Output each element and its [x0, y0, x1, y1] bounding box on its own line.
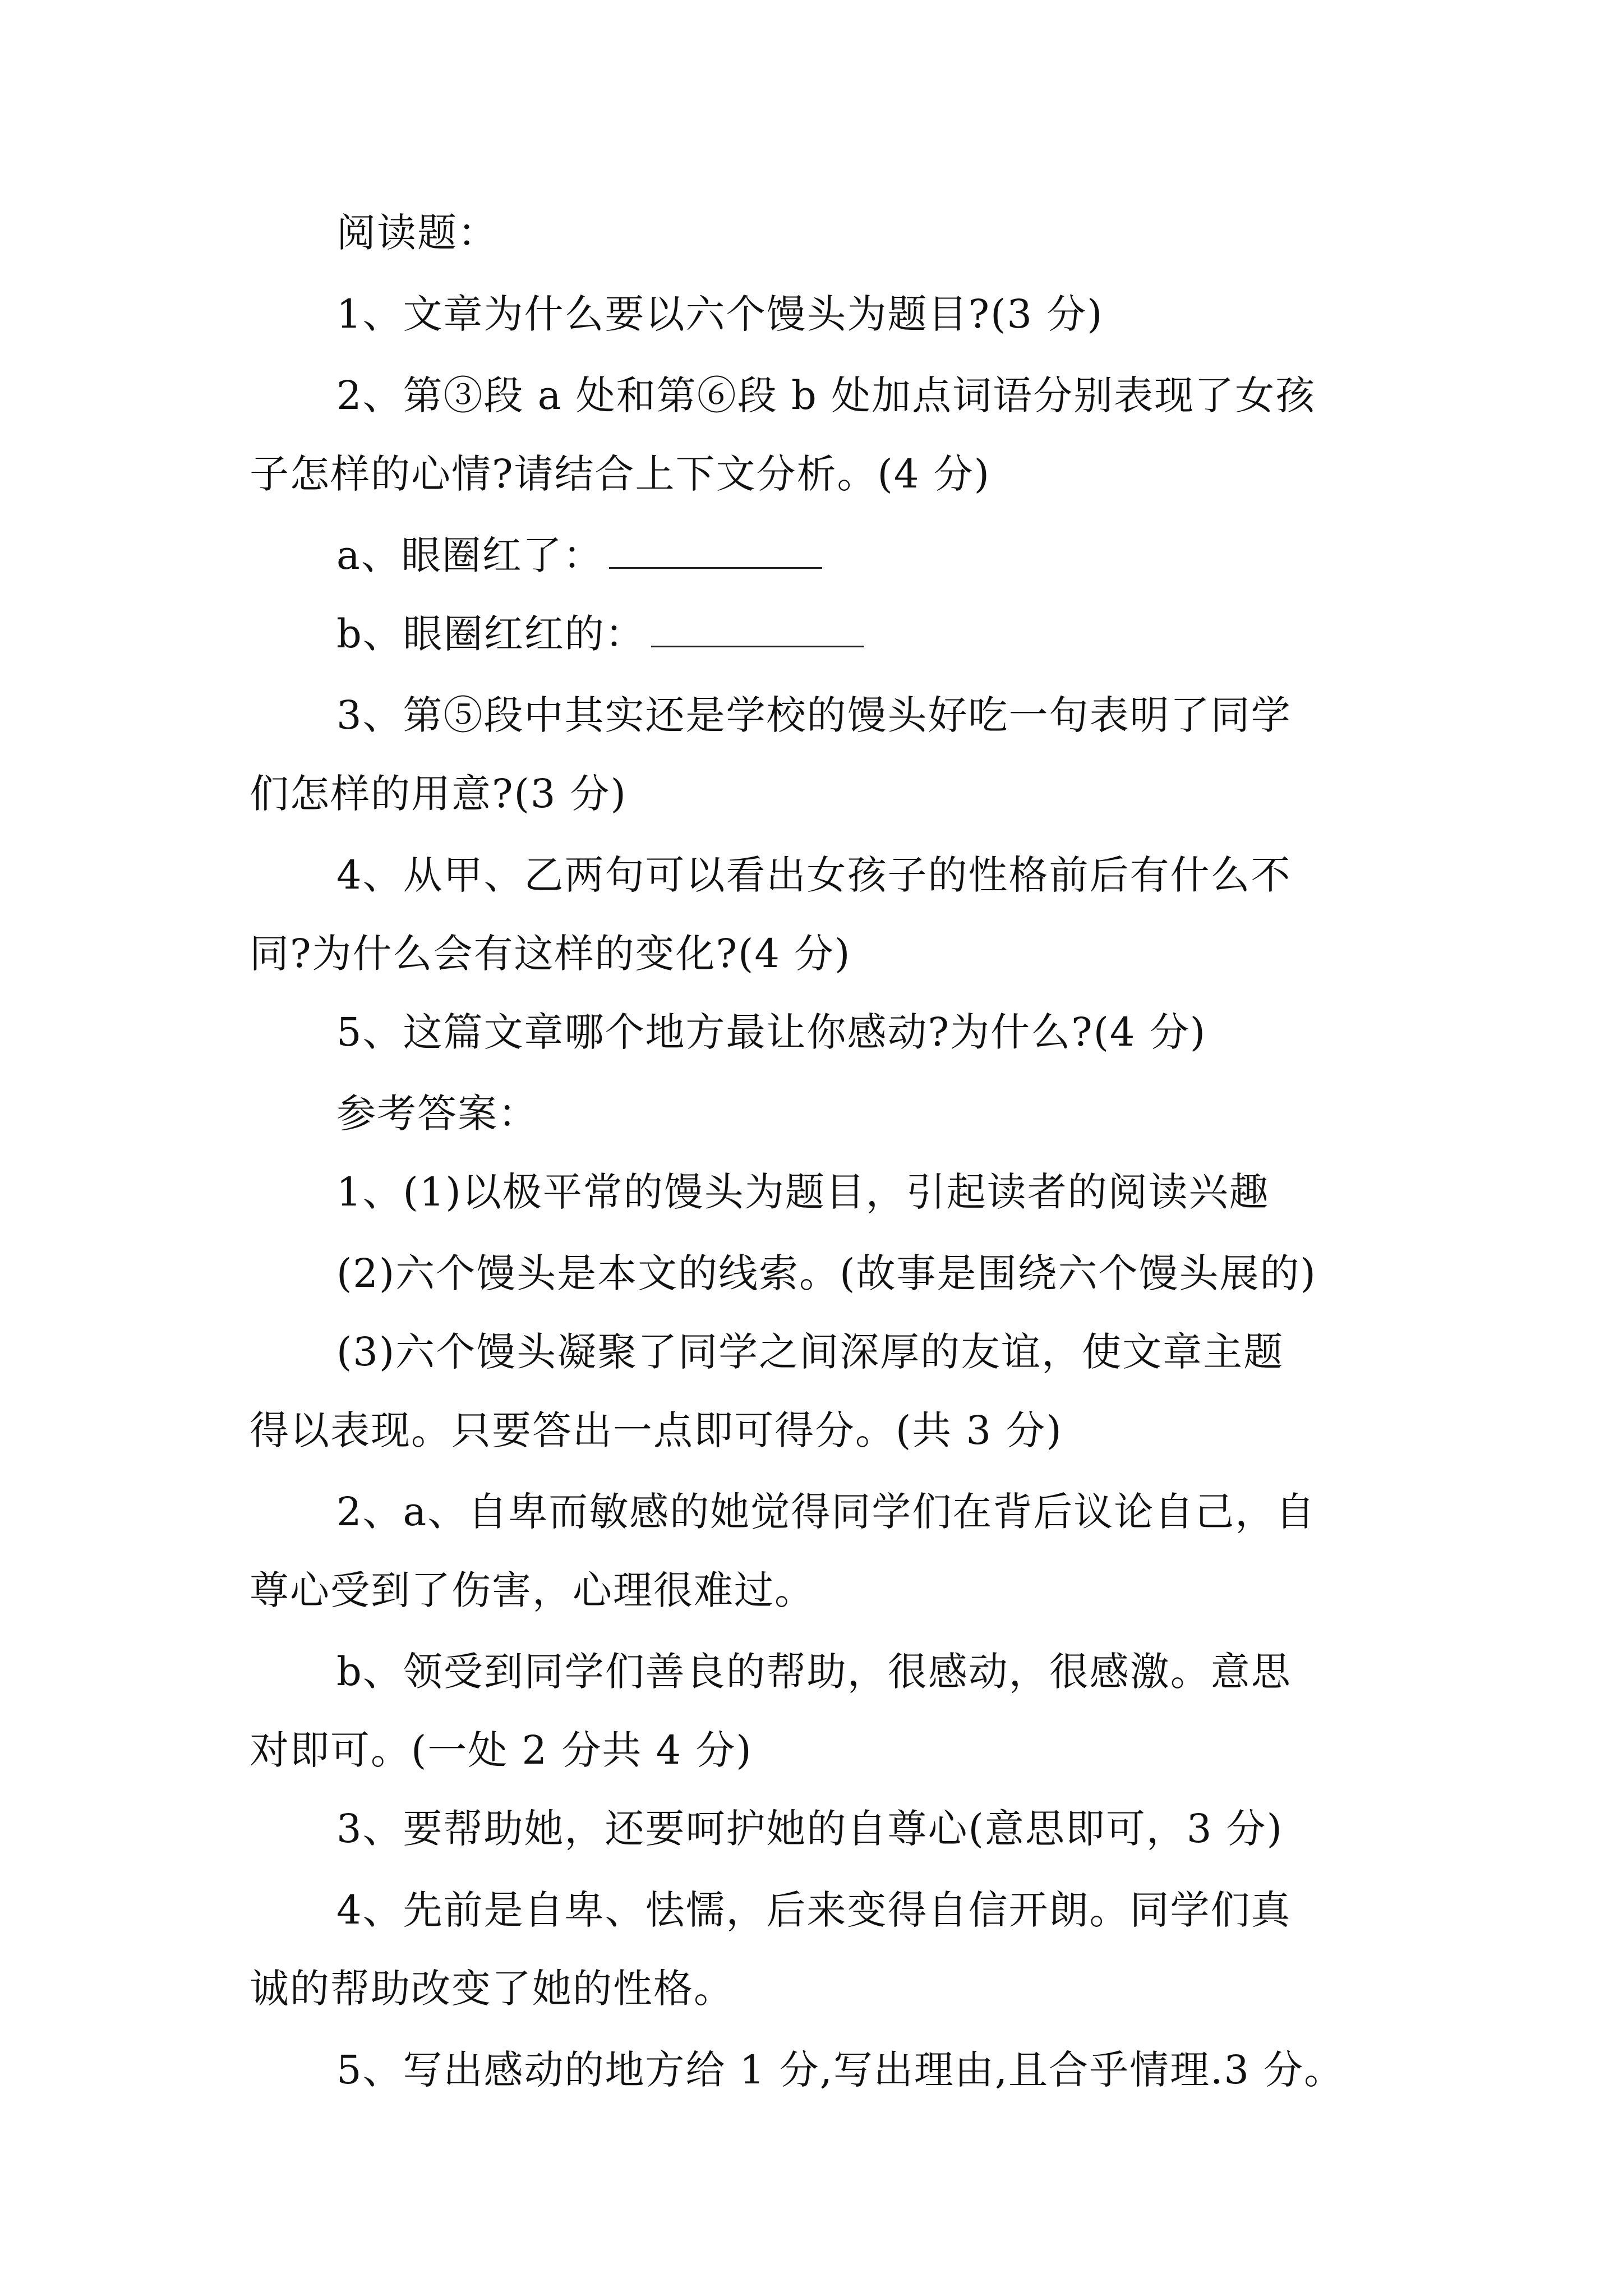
answer-2a-line-1: 2、a、自卑而敏感的她觉得同学们在背后议论自己，自: [336, 1489, 1316, 1535]
question-2b: [336, 606, 864, 662]
answer-2a-line-2: 尊心受到了伤害，心理很难过。: [250, 1567, 815, 1613]
question-1: 1、文章为什么要以六个馒头为题目?(3 分): [336, 291, 1104, 337]
question-4-line-2: 同?为什么会有这样的变化?(4 分): [250, 931, 851, 977]
answer-1-3-line-1: (3)六个馒头凝聚了同学之间深厚的友谊，使文章主题: [336, 1329, 1284, 1375]
question-3-line-1: 3、第⑤段中其实还是学校的馒头好吃一句表明了同学: [336, 692, 1292, 738]
answer-blank-b: [651, 612, 864, 647]
answer-3: 3、要帮助她，还要呵护她的自尊心(意思即可，3 分): [336, 1806, 1283, 1852]
question-2a: [336, 527, 822, 583]
question-4-line-1: 4、从甲、乙两句可以看出女孩子的性格前后有什么不: [336, 852, 1292, 898]
answer-5: 5、写出感动的地方给 1 分,写出理由,且合乎情理.3 分。: [336, 2047, 1345, 2093]
question-2-line-1: 2、第③段 a 处和第⑥段 b 处加点词语分别表现了女孩: [336, 372, 1316, 418]
answer-blank-a: [609, 533, 822, 569]
question-2b-label: b、眼圈红红的：: [336, 611, 645, 657]
answers-title: 参考答案：: [336, 1091, 538, 1137]
section-title: 阅读题：: [336, 210, 498, 256]
question-2-line-2: 子怎样的心情?请结合上下文分析。(4 分): [250, 451, 990, 497]
answer-4-line-2: 诚的帮助改变了她的性格。: [250, 1966, 734, 2012]
answer-4-line-1: 4、先前是自卑、怯懦，后来变得自信开朗。同学们真: [336, 1887, 1292, 1933]
question-5: 5、这篇文章哪个地方最让你感动?为什么?(4 分): [336, 1009, 1206, 1055]
question-3-line-2: 们怎样的用意?(3 分): [250, 771, 627, 817]
answer-2b-line-2: 对即可。(一处 2 分共 4 分): [250, 1727, 753, 1773]
question-2a-label: a、眼圈红了：: [336, 532, 603, 578]
answer-1-2: (2)六个馒头是本文的线索。(故事是围绕六个馒头展的): [336, 1250, 1317, 1296]
answer-1-1: 1、(1)以极平常的馒头为题目，引起读者的阅读兴趣: [336, 1169, 1270, 1215]
answer-2b-line-1: b、领受到同学们善良的帮助，很感动，很感激。意思: [336, 1649, 1292, 1695]
answer-1-3-line-2: 得以表现。只要答出一点即可得分。(共 3 分): [250, 1407, 1063, 1453]
